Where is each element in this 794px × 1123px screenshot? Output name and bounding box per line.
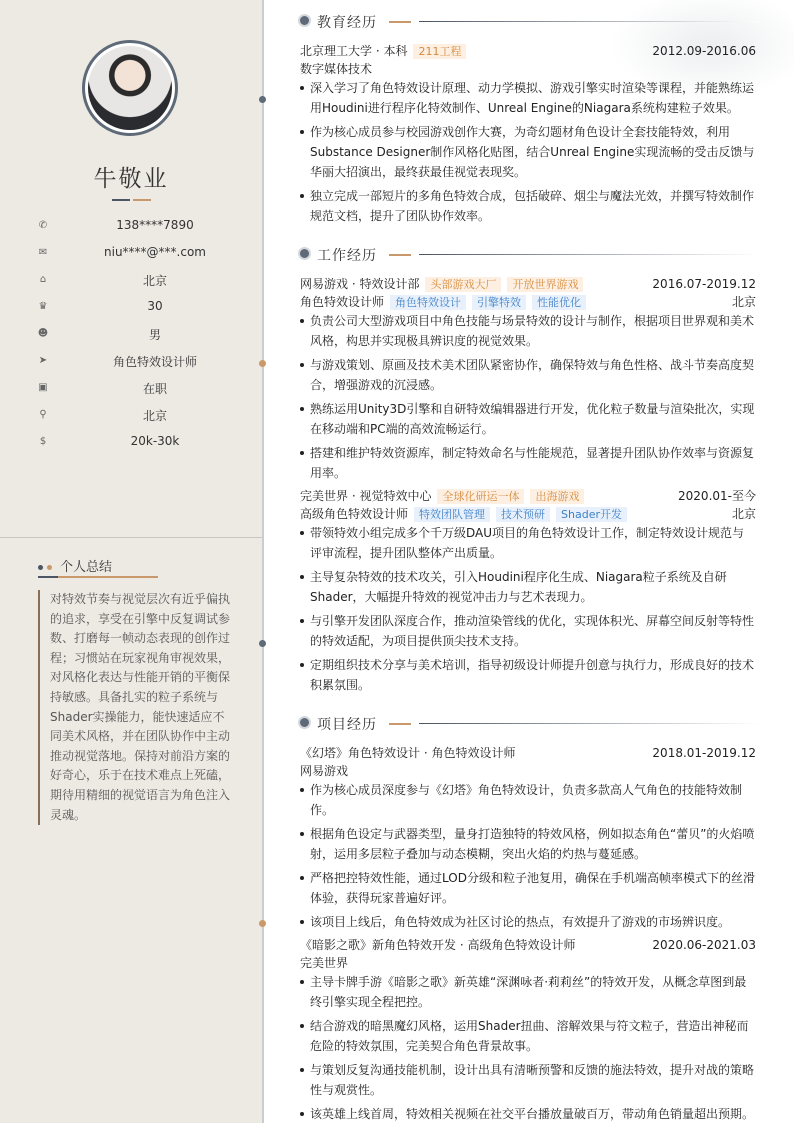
name-underline-dark	[112, 199, 130, 201]
info-salary	[36, 434, 236, 452]
job-role: 高级角色特效设计师	[300, 507, 409, 521]
list-item: 独立完成一部短片的多角色特效合成，包括破碎、烟尘与魔法光效，并撰写特效制作规范文档，提升了团队协作效率。	[300, 186, 756, 226]
email-icon: ✉	[38, 247, 48, 258]
timeline-dot	[259, 360, 266, 367]
role-tag: 技术预研	[496, 507, 550, 522]
company-tag: 出海游戏	[530, 489, 584, 504]
salary-icon: $	[39, 436, 47, 447]
info-age-text: 30	[147, 299, 163, 313]
job-city: 北京	[731, 295, 756, 309]
list-item: 深入学习了角色特效设计原理、动力学模拟、游戏引擎实时渲染等课程，并能熟练运用Houdini进行程序化特效制作、Unreal Engine的Niagara系统构建粒子效果。	[300, 78, 756, 118]
school-tag: 211工程	[413, 44, 466, 59]
job-city: 北京	[731, 507, 756, 521]
list-item: 与游戏策划、原画及技术美术团队紧密协作，确保特效与角色性格、战斗节奏高度契合，增强游戏的沉浸感。	[300, 355, 756, 395]
job-row	[300, 487, 756, 505]
briefcase-icon: ▣	[38, 382, 48, 393]
list-item: 与策划反复沟通技能机制，设计出具有清晰预警和反馈的施法特效，提升对战的策略性与观赏性。	[300, 1060, 756, 1100]
info-status	[36, 380, 236, 398]
school-name: 北京理工大学 · 本科	[300, 44, 408, 58]
list-item: 根据角色设定与武器类型，量身打造独特的特效风格，例如拟态角色“蕾贝”的火焰喷射，运用多层粒子叠加与动态模糊，突出火焰的灼热与蔓延感。	[300, 824, 756, 864]
work-heading	[298, 245, 768, 265]
education-heading	[298, 12, 768, 32]
project-name: 《暗影之歌》新角色特效开发 · 高级角色特效设计师	[300, 938, 576, 952]
project-name: 《幻塔》角色特效设计 · 角色特效设计师	[300, 746, 516, 760]
list-item: 作为核心成员深度参与《幻塔》角色特效设计，负责多款高人气角色的技能特效制作。	[300, 780, 756, 820]
info-hometown-text: 北京	[142, 274, 167, 288]
list-item: 作为核心成员参与校园游戏创作大赛，为奇幻题材角色设计全套技能特效，利用Substance Designer制作风格化贴图，结合Unreal Engine实现流畅的受击反馈与华丽大招演出，最终获最佳视觉表现奖。	[300, 122, 756, 182]
list-item: 主导复杂特效的技术攻关，引入Houdini程序化生成、Niagara粒子系统及自研Shader，大幅提升特效的视觉冲击力与艺术表现力。	[300, 567, 756, 607]
info-salary-text: 20k-30k	[130, 434, 180, 448]
education-bullets	[300, 78, 756, 230]
job-bullets	[300, 311, 756, 487]
project-bullets	[300, 972, 756, 1123]
education-title: 教育经历	[317, 15, 377, 31]
job-bullets	[300, 523, 756, 699]
info-hometown	[36, 272, 236, 290]
info-phone	[36, 218, 236, 236]
info-gender	[36, 326, 236, 344]
info-target-role	[36, 353, 236, 371]
candidate-name: 牛敬业	[93, 166, 169, 192]
job-date: 2020.01-至今	[678, 489, 756, 503]
list-item: 严格把控特效性能，通过LOD分级和粒子池复用，确保在手机端高帧率模式下的丝滑体验，获得玩家普遍好评。	[300, 868, 756, 908]
cake-icon: ♛	[38, 301, 48, 312]
project-date: 2020.06-2021.03	[652, 938, 756, 952]
project-org-row	[300, 954, 756, 972]
project-row	[300, 744, 756, 762]
info-email-text: niu****@***.com	[104, 245, 206, 259]
list-item: 定期组织技术分享与美术培训，指导初级设计师提升创意与执行力，形成良好的技术积累氛围。	[300, 655, 756, 695]
role-row	[300, 293, 756, 311]
list-item: 熟练运用Unity3D引擎和自研特效编辑器进行开发，优化粒子数量与渲染批次，实现在移动端和PC端的高效流畅运行。	[300, 399, 756, 439]
projects-title: 项目经历	[317, 717, 377, 733]
phone-icon: ✆	[38, 220, 48, 231]
education-date: 2012.09-2016.06	[652, 44, 756, 58]
project-org: 完美世界	[300, 956, 349, 970]
company-name: 网易游戏 · 特效设计部	[300, 277, 420, 291]
list-item: 该英雄上线首周，特效相关视频在社交平台播放量破百万，带动角色销量超出预期。	[300, 1104, 756, 1123]
info-target-role-text: 角色特效设计师	[112, 355, 197, 369]
list-item: 负责公司大型游戏项目中角色技能与场景特效的设计与制作，根据项目世界观和美术风格，构思并实现极具辨识度的视觉效果。	[300, 311, 756, 351]
list-item: 搭建和维护特效资源库，制定特效命名与性能规范，显著提升团队协作效率与资源复用率。	[300, 443, 756, 483]
company-tag: 开放世界游戏	[507, 277, 583, 292]
location-pin-icon: ⚲	[39, 409, 47, 420]
company-tag: 全球化研运一体	[437, 489, 524, 504]
section-bullet-icon	[298, 14, 311, 27]
summary-title: 个人总结	[60, 560, 113, 575]
project-row	[300, 936, 756, 954]
list-item: 该项目上线后，角色特效成为社区讨论的热点，有效提升了游戏的市场辨识度。	[300, 912, 756, 932]
project-bullets	[300, 780, 756, 936]
work-title: 工作经历	[317, 248, 377, 264]
sidebar-divider	[0, 537, 262, 538]
education-row	[300, 42, 756, 60]
info-gender-text: 男	[148, 328, 161, 342]
timeline-dot	[259, 96, 266, 103]
section-bullet-icon	[298, 247, 311, 260]
major: 数字媒体技术	[300, 62, 373, 76]
avatar-frame	[82, 40, 178, 136]
summary-text: 对特效节奏与视觉层次有近乎偏执的追求，享受在引擎中反复调试参数、打磨每一帧动态表现的创作过程；习惯站在玩家视角审视效果，对风格化表达与性能开销的平衡保持敏感。具备扎实的粒子系统与Shader实操能力，能快速适应不同美术风格，并在团队协作中主动推动视觉落地。保持对前沿方案的好奇心，乐于在技术难点上死磕，期待用精细的视觉语言为角色注入灵魂。	[38, 590, 232, 825]
company-name: 完美世界 · 视觉特效中心	[300, 489, 432, 503]
info-status-text: 在职	[142, 382, 167, 396]
timeline-dot	[259, 920, 266, 927]
info-location-text: 北京	[142, 409, 167, 423]
role-tag: 性能优化	[532, 295, 586, 310]
list-item: 结合游戏的暗黑魔幻风格，运用Shader扭曲、溶解效果与符文粒子，营造出神秘而危险的特效氛围，完美契合角色背景故事。	[300, 1016, 756, 1056]
role-tag: 角色特效设计	[390, 295, 466, 310]
summary-underline	[38, 576, 158, 578]
list-item: 带领特效小组完成多个千万级DAU项目的角色特效设计工作，制定特效设计规范与评审流程，提升团队整体产出质量。	[300, 523, 756, 563]
summary-heading	[38, 556, 112, 575]
timeline-dot	[259, 640, 266, 647]
info-location	[36, 407, 236, 425]
role-tag: 特效团队管理	[414, 507, 490, 522]
home-icon: ⌂	[39, 274, 47, 285]
info-age	[36, 299, 236, 317]
project-date: 2018.01-2019.12	[652, 746, 756, 760]
sidebar	[0, 0, 262, 1123]
major-row	[300, 60, 756, 78]
projects-heading	[298, 714, 768, 734]
job-role: 角色特效设计师	[300, 295, 385, 309]
info-email	[36, 245, 236, 263]
list-item: 主导卡牌手游《暗影之歌》新英雄“深渊咏者·莉莉丝”的特效开发，从概念草图到最终引擎实现全程把控。	[300, 972, 756, 1012]
role-tag: 引擎特效	[472, 295, 526, 310]
avatar	[88, 46, 172, 130]
timeline-line	[262, 0, 264, 1123]
role-tag: Shader开发	[556, 507, 627, 522]
name-underline-accent	[133, 199, 151, 201]
info-phone-text: 138****7890	[116, 218, 194, 232]
job-row	[300, 275, 756, 293]
list-item: 与引擎开发团队深度合作，推动渲染管线的优化，实现体积光、屏幕空间反射等特性的特效适配，为项目提供顶尖技术支持。	[300, 611, 756, 651]
gender-icon: ☻	[37, 328, 49, 339]
section-bullet-icon	[298, 716, 311, 729]
project-org: 网易游戏	[300, 764, 349, 778]
role-row	[300, 505, 756, 523]
project-org-row	[300, 762, 756, 780]
company-tag: 头部游戏大厂	[425, 277, 501, 292]
job-date: 2016.07-2019.12	[652, 277, 756, 291]
send-icon: ➤	[38, 355, 48, 366]
